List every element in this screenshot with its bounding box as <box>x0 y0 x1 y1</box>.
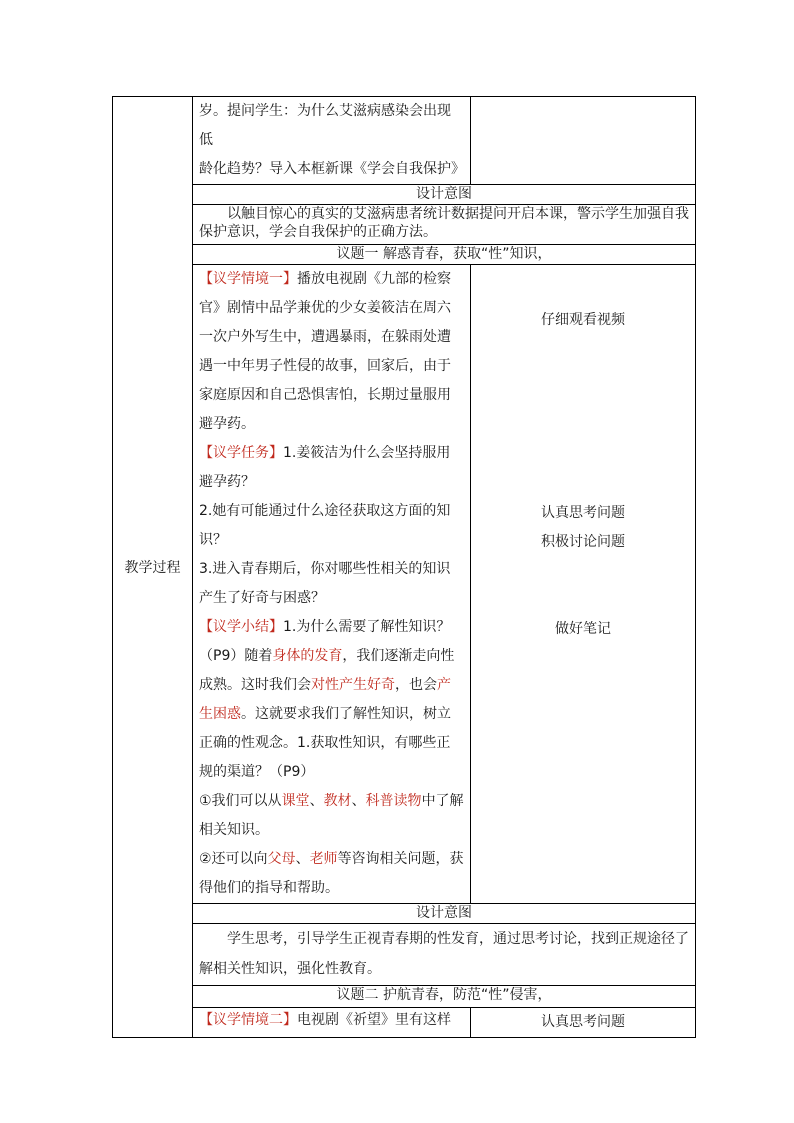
scenario-2-tag: 【议学情境二】 <box>199 1012 297 1028</box>
task-q3: 3.进入青春期后，你对哪些性相关的知识产生了好奇与困惑？ <box>199 561 451 606</box>
summary-highlight-1: 身体的发育 <box>272 648 343 664</box>
scenario-2-paragraph <box>199 1008 464 1032</box>
design-intent-1-text: 以触目惊心的真实的艾滋病患者统计数据提问开启本课，警示学生加强自我保护意识，学会自我保护的正确方法。 <box>199 206 689 240</box>
summary-highlight-2: 对性产生好奇 <box>311 677 395 693</box>
design-intent-1-header: 设计意图 <box>193 185 696 205</box>
intro-cell <box>193 97 471 185</box>
activity-think-2: 认真思考问题 <box>541 1014 625 1030</box>
scenario-1-text: 播放电视剧《九部的检察官》剧情中品学兼优的少女姜筱洁在周六一次户外写生中，遭遇暴雨，在躲雨处遭遇一中年男子性侵的故事，回家后，由于家庭原因和自己恐惧害怕，长期过量服用避孕药。 <box>199 271 451 432</box>
channel-1-a: ①我们可以从 <box>199 793 282 809</box>
summary-s5: 。这就要求我们了解性知识，树立正确的性观念。1.获取性知识，有哪些正规的渠道？（P9） <box>199 706 451 780</box>
intro-right-cell <box>471 97 696 185</box>
channel-1-sep2: 、 <box>351 793 366 809</box>
task-q2: 2.她有可能通过什么途径获取这方面的知识？ <box>199 503 451 548</box>
topic-2-activity-cell <box>471 1008 696 1038</box>
task-q1 <box>199 439 464 497</box>
lesson-plan-table <box>112 96 696 1038</box>
topic-1-title: 议题一 解惑青春，获取“性”知识， <box>193 245 696 265</box>
summary-s4: ，也会 <box>395 677 437 693</box>
activity-think: 认真思考问题 <box>541 505 625 521</box>
channel-2 <box>199 845 464 903</box>
channel-1-h2: 教材 <box>323 793 352 809</box>
topic-2-title: 议题二 护航青春，防范“性”侵害， <box>193 986 696 1008</box>
summary-s1: 1.为什么需要了解性知识？ <box>283 619 451 635</box>
summary-paragraph <box>199 613 464 787</box>
design-intent-1-cell <box>193 205 696 245</box>
activity-notes: 做好笔记 <box>555 621 611 637</box>
channel-2-b: 等咨询相关问题，获得他们的指导和帮助。 <box>199 851 464 896</box>
student-activity-cell <box>471 265 696 904</box>
channel-1-sep1: 、 <box>309 793 324 809</box>
scenario-1-tag: 【议学情境一】 <box>199 271 297 287</box>
channel-1 <box>199 787 464 845</box>
teaching-process-label-text: 教学过程 <box>124 560 181 576</box>
channel-1-h1: 课堂 <box>281 793 310 809</box>
summary-tag: 【议学小结】 <box>199 619 283 635</box>
intro-line-2: 龄化趋势？导入本框新课《学会自我保护》 <box>199 161 465 177</box>
teaching-process-label <box>113 97 193 1038</box>
summary-s2: （P9）随着 <box>199 648 273 664</box>
scenario-1-paragraph <box>199 265 464 439</box>
summary-highlight-3: 产生困惑 <box>199 677 451 722</box>
task-q1-text: 1.姜筱洁为什么会坚持服用避孕药？ <box>199 445 451 490</box>
intro-line-1: 岁。提问学生：为什么艾滋病感染会出现低 <box>199 103 451 148</box>
design-intent-2-header: 设计意图 <box>193 904 696 924</box>
design-intent-2-text: 学生思考，引导学生正视青春期的性发育，通过思考讨论，找到正规途径了解相关性知识，强化性教育。 <box>199 931 689 977</box>
topic-2-content-cell <box>193 1008 471 1038</box>
channel-1-h3: 科普读物 <box>365 793 422 809</box>
activity-discuss: 积极讨论问题 <box>541 534 625 550</box>
activity-watch: 仔细观看视频 <box>541 312 625 328</box>
channel-1-b: 中了解相关知识。 <box>199 793 464 838</box>
channel-2-sep: 、 <box>295 851 310 867</box>
channel-2-h1: 父母 <box>267 851 296 867</box>
scenario-2-text: 电视剧《祈望》里有这样 <box>297 1012 451 1028</box>
channel-2-a: ②还可以向 <box>199 851 268 867</box>
topic-1-content-cell <box>193 265 471 904</box>
design-intent-2-cell <box>193 924 696 986</box>
channel-2-h2: 老师 <box>309 851 338 867</box>
summary-s3: ，我们逐渐走向性成熟。这时我们会 <box>199 648 455 693</box>
task-tag: 【议学任务】 <box>199 445 283 461</box>
